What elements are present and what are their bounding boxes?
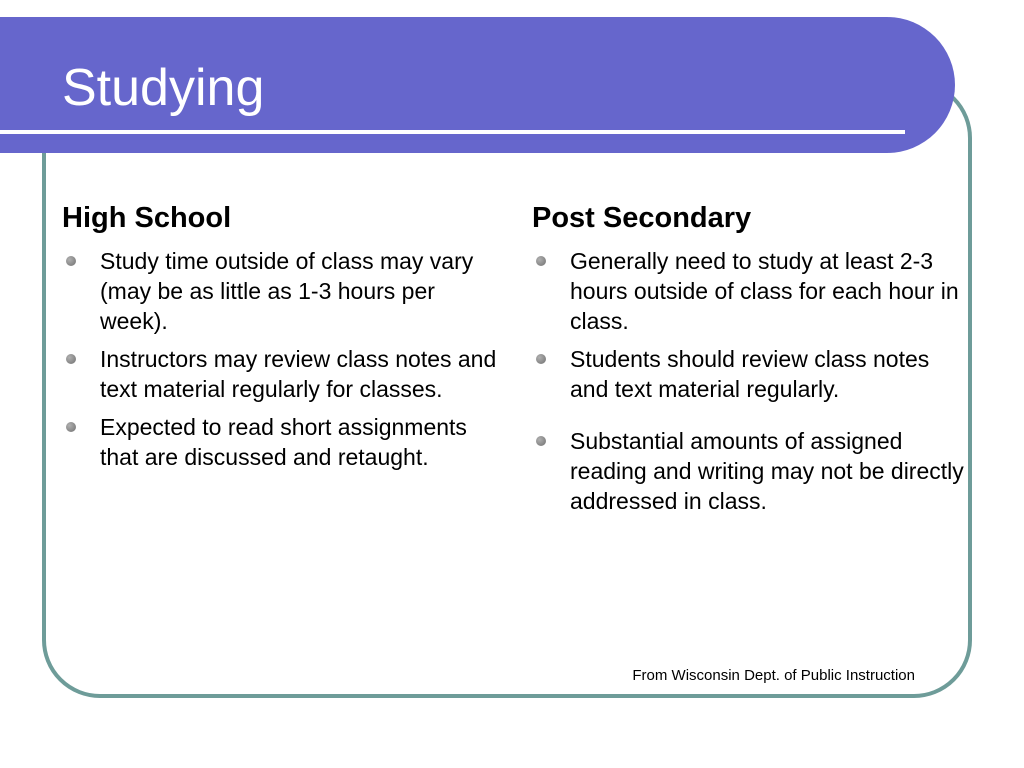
post-secondary-heading: Post Secondary bbox=[532, 202, 752, 234]
source-citation: From Wisconsin Dept. of Public Instruction bbox=[632, 667, 915, 684]
list-item bbox=[532, 246, 968, 336]
post-secondary-list bbox=[532, 246, 968, 516]
high-school-heading: High School bbox=[62, 202, 232, 234]
list-item-text: Substantial amounts of assigned reading and writing may not be directly addressed in class. bbox=[570, 428, 964, 514]
list-item-text: Generally need to study at least 2-3 hours outside of class for each hour in class. bbox=[570, 248, 959, 334]
slide-title: Studying bbox=[62, 59, 265, 117]
bullet-dot-icon bbox=[536, 354, 546, 364]
list-item-text: Instructors may review class notes and text material regularly for classes. bbox=[100, 346, 497, 402]
list-item-text: Students should review class notes and text material regularly. bbox=[570, 346, 930, 402]
list-item bbox=[62, 246, 500, 336]
high-school-column bbox=[62, 200, 500, 480]
list-item-text: Study time outside of class may vary (may be as little as 1-3 hours per week). bbox=[100, 248, 474, 334]
list-item bbox=[62, 412, 500, 472]
bullet-dot-icon bbox=[66, 422, 76, 432]
bullet-dot-icon bbox=[66, 354, 76, 364]
bullet-dot-icon bbox=[536, 256, 546, 266]
list-item bbox=[532, 426, 968, 516]
bullet-dot-icon bbox=[536, 436, 546, 446]
high-school-list bbox=[62, 246, 500, 472]
list-item-text: Expected to read short assignments that are discussed and retaught. bbox=[100, 414, 467, 470]
bullet-dot-icon bbox=[66, 256, 76, 266]
list-item bbox=[532, 344, 968, 404]
title-divider bbox=[0, 130, 905, 134]
post-secondary-column bbox=[532, 200, 968, 524]
list-item bbox=[62, 344, 500, 404]
